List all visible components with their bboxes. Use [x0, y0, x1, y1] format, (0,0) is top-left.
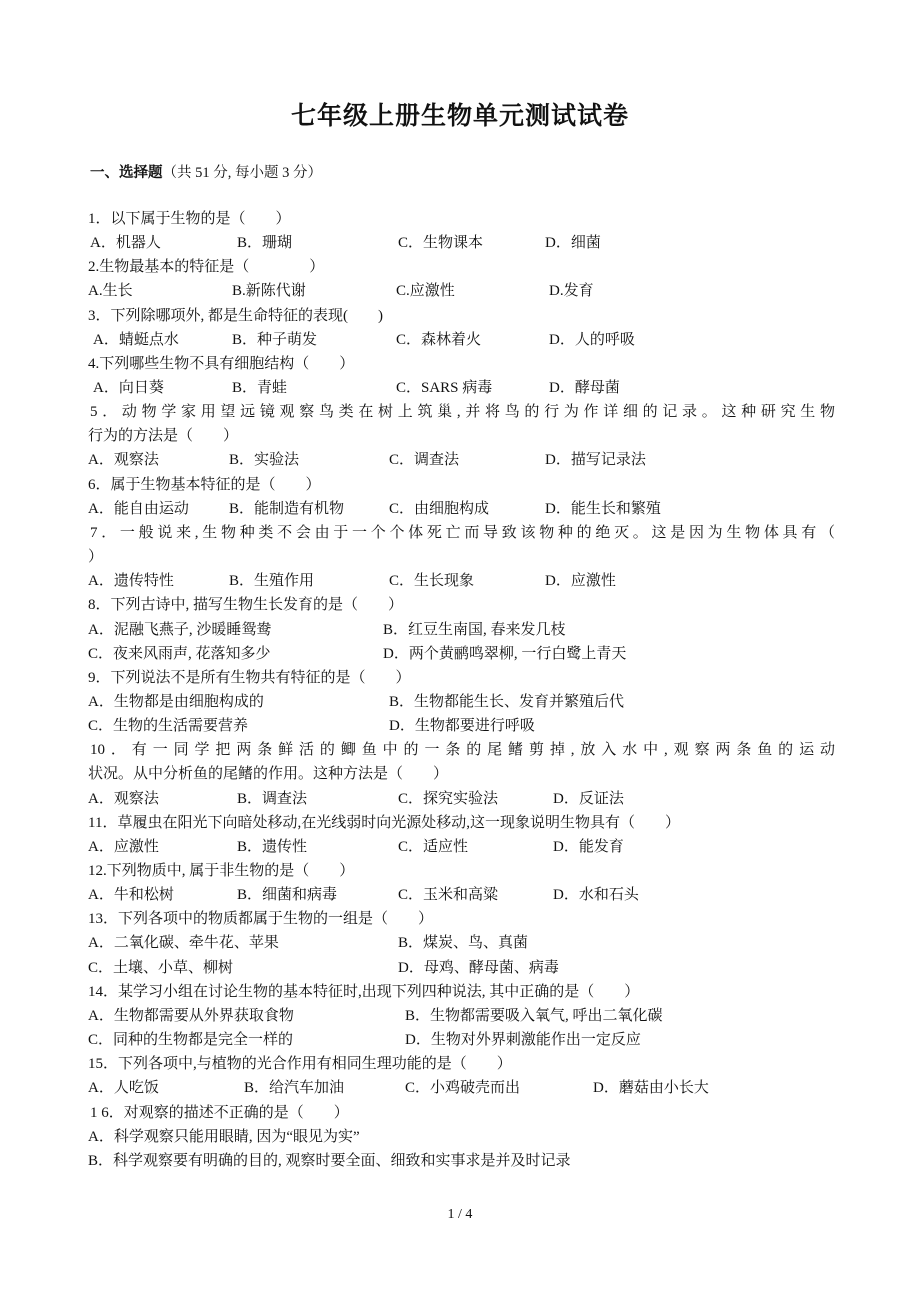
answer-option: B．红豆生南国, 春来发几枝: [383, 622, 566, 638]
options-row: [0, 690, 920, 714]
options-row: [0, 328, 920, 352]
question-stem-line: [0, 762, 920, 786]
answer-option: A．应激性: [88, 839, 159, 855]
question-stem: 15．下列各项中,与植物的光合作用有相同生理功能的是（ ）: [88, 1056, 512, 1072]
question-stem-line: [0, 304, 920, 328]
answer-option: D．两个黄鹂鸣翠柳, 一行白鹭上青天: [383, 646, 627, 662]
answer-option: B．珊瑚: [237, 235, 293, 251]
question-stem-line: [0, 1101, 920, 1125]
answer-option: C．调查法: [389, 452, 460, 468]
document-title: 七年级上册生物单元测试试卷: [290, 103, 629, 130]
answer-option: C．同种的生物都是完全一样的: [88, 1032, 294, 1048]
answer-option: A．生物都是由细胞构成的: [88, 694, 264, 710]
section-heading: [90, 161, 322, 182]
answer-option: A．遗传特性: [88, 573, 174, 589]
question-stem-line: [0, 521, 920, 545]
question-stem: 状况。从中分析鱼的尾鳍的作用。这种方法是（ ）: [88, 766, 449, 782]
answer-option: C．生长现象: [389, 573, 475, 589]
answer-option: B．生殖作用: [229, 573, 315, 589]
answer-option: D．能发育: [553, 839, 624, 855]
answer-option: D．水和石头: [553, 887, 639, 903]
question-stem-line: [0, 424, 920, 448]
answer-option: C．由细胞构成: [389, 501, 490, 517]
options-row: [0, 1004, 920, 1028]
answer-option: D．能生长和繁殖: [545, 501, 661, 517]
answer-option: A．能自由运动: [88, 501, 189, 517]
answer-option: B．青蛙: [232, 380, 288, 396]
answer-option: A．向日葵: [93, 380, 164, 396]
question-stem-line: [0, 980, 920, 1004]
question-stem-line: [0, 255, 920, 279]
answer-option: D．蘑菇由小长大: [593, 1080, 709, 1096]
question-stem: 1．以下属于生物的是（ ）: [88, 211, 291, 227]
question-stem: 3．下列除哪项外, 都是生命特征的表现( ): [88, 308, 383, 324]
answer-option: B．科学观察要有明确的目的, 观察时要全面、细致和实事求是并及时记录: [88, 1153, 571, 1169]
answer-option: D．生物都要进行呼吸: [389, 718, 535, 734]
answer-option: B．调查法: [237, 791, 308, 807]
answer-option: A.生长: [88, 283, 133, 299]
options-row: [0, 448, 920, 472]
section-label: 一、选择题: [90, 165, 163, 181]
answer-option: D．细菌: [545, 235, 601, 251]
answer-option: C.应激性: [396, 283, 455, 299]
options-row: [0, 497, 920, 521]
options-row: [0, 1125, 920, 1149]
options-row: [0, 1076, 920, 1100]
options-row: [0, 376, 920, 400]
options-row: [0, 956, 920, 980]
answer-option: C．适应性: [398, 839, 469, 855]
answer-option: C．土壤、小草、柳树: [88, 960, 234, 976]
question-stem-line: [0, 352, 920, 376]
options-row: [0, 835, 920, 859]
question-stem-line: [0, 473, 920, 497]
question-stem-line: [0, 738, 920, 762]
options-row: [0, 569, 920, 593]
options-row: [0, 1149, 920, 1173]
answer-option: D.发育: [549, 283, 594, 299]
answer-option: C．SARS 病毒: [396, 380, 493, 396]
question-stem-line: [0, 907, 920, 931]
question-stem-line: [0, 593, 920, 617]
options-row: [0, 787, 920, 811]
options-row: [0, 1028, 920, 1052]
question-stem-line: [0, 1052, 920, 1076]
answer-option: D．描写记录法: [545, 452, 646, 468]
question-stem-line: [0, 666, 920, 690]
question-stem: 行为的方法是（ ）: [88, 428, 239, 444]
options-row: [0, 231, 920, 255]
answer-option: A．机器人: [90, 235, 161, 251]
answer-option: D．人的呼吸: [549, 332, 635, 348]
question-stem: 10．有一同学把两条鲜活的鲫鱼中的一条的尾鳍剪掉,放入水中,观察两条鱼的运动: [90, 742, 835, 758]
answer-option: C．玉米和高粱: [398, 887, 499, 903]
question-stem: 7．一般说来,生物种类不会由于一个个体死亡而导致该物种的绝灭。这是因为生物体具有（: [90, 525, 835, 541]
answer-option: A．科学观察只能用眼睛, 因为“眼见为实”: [88, 1129, 360, 1145]
question-stem: 5．动物学家用望远镜观察鸟类在树上筑巢,并将鸟的行为作详细的记录。这种研究生物: [90, 404, 835, 420]
question-stem: 13．下列各项中的物质都属于生物的一组是（ ）: [88, 911, 434, 927]
answer-option: A．泥融飞燕子, 沙暖睡鸳鸯: [88, 622, 272, 638]
answer-option: B．给汽车加油: [244, 1080, 345, 1096]
question-stem: 14．某学习小组在讨论生物的基本特征时,出现下列四种说法, 其中正确的是（ ）: [88, 984, 640, 1000]
question-stem: 6．属于生物基本特征的是（ ）: [88, 477, 321, 493]
question-stem: 4.下列哪些生物不具有细胞结构（ ）: [88, 356, 355, 372]
answer-option: A．二氧化碳、牵牛花、苹果: [88, 935, 279, 951]
answer-option: A．观察法: [88, 791, 159, 807]
answer-option: B．遗传性: [237, 839, 308, 855]
answer-option: B．生物都能生长、发育并繁殖后代: [389, 694, 625, 710]
answer-option: B．生物都需要吸入氧气, 呼出二氧化碳: [405, 1008, 663, 1024]
question-stem: 2.生物最基本的特征是（ ）: [88, 259, 325, 275]
answer-option: A．蜻蜓点水: [93, 332, 179, 348]
answer-option: B．煤炭、鸟、真菌: [398, 935, 529, 951]
page-number: 1 / 4: [447, 1207, 473, 1222]
answer-option: A．人吃饭: [88, 1080, 159, 1096]
answer-option: C．生物课本: [398, 235, 484, 251]
answer-option: B．能制造有机物: [229, 501, 345, 517]
question-stem-line: [0, 859, 920, 883]
answer-option: B．细菌和病毒: [237, 887, 338, 903]
question-stem-line: [0, 207, 920, 231]
question-stem: 9．下列说法不是所有生物共有特征的是（ ）: [88, 670, 411, 686]
options-row: [0, 279, 920, 303]
options-row: [0, 642, 920, 666]
section-note: （共 51 分, 每小题 3 分）: [162, 165, 322, 181]
question-stem: 8．下列古诗中, 描写生物生长发育的是（ ）: [88, 597, 404, 613]
answer-option: A．生物都需要从外界获取食物: [88, 1008, 294, 1024]
options-row: [0, 714, 920, 738]
answer-option: C．小鸡破壳而出: [405, 1080, 521, 1096]
question-stem: 12.下列物质中, 属于非生物的是（ ）: [88, 863, 355, 879]
answer-option: D．母鸡、酵母菌、病毒: [398, 960, 559, 976]
answer-option: D．应激性: [545, 573, 616, 589]
answer-option: B．种子萌发: [232, 332, 318, 348]
question-stem-line: [0, 545, 920, 569]
answer-option: C．探究实验法: [398, 791, 499, 807]
answer-option: A．观察法: [88, 452, 159, 468]
question-stem: ）: [88, 549, 104, 565]
question-stem: 1 6．对观察的描述不正确的是（ ）: [90, 1105, 349, 1121]
answer-option: C．夜来风雨声, 花落知多少: [88, 646, 271, 662]
answer-option: B．实验法: [229, 452, 300, 468]
options-row: [0, 883, 920, 907]
question-stem: 11．草履虫在阳光下向暗处移动,在光线弱时向光源处移动,这一现象说明生物具有（ ）: [88, 815, 680, 831]
question-stem-line: [0, 811, 920, 835]
options-row: [0, 618, 920, 642]
answer-option: C．森林着火: [396, 332, 482, 348]
answer-option: D．反证法: [553, 791, 624, 807]
answer-option: B.新陈代谢: [232, 283, 306, 299]
question-stem-line: [0, 400, 920, 424]
answer-option: D．生物对外界刺激能作出一定反应: [405, 1032, 641, 1048]
options-row: [0, 931, 920, 955]
answer-option: D．酵母菌: [549, 380, 620, 396]
answer-option: C．生物的生活需要营养: [88, 718, 249, 734]
answer-option: A．牛和松树: [88, 887, 174, 903]
